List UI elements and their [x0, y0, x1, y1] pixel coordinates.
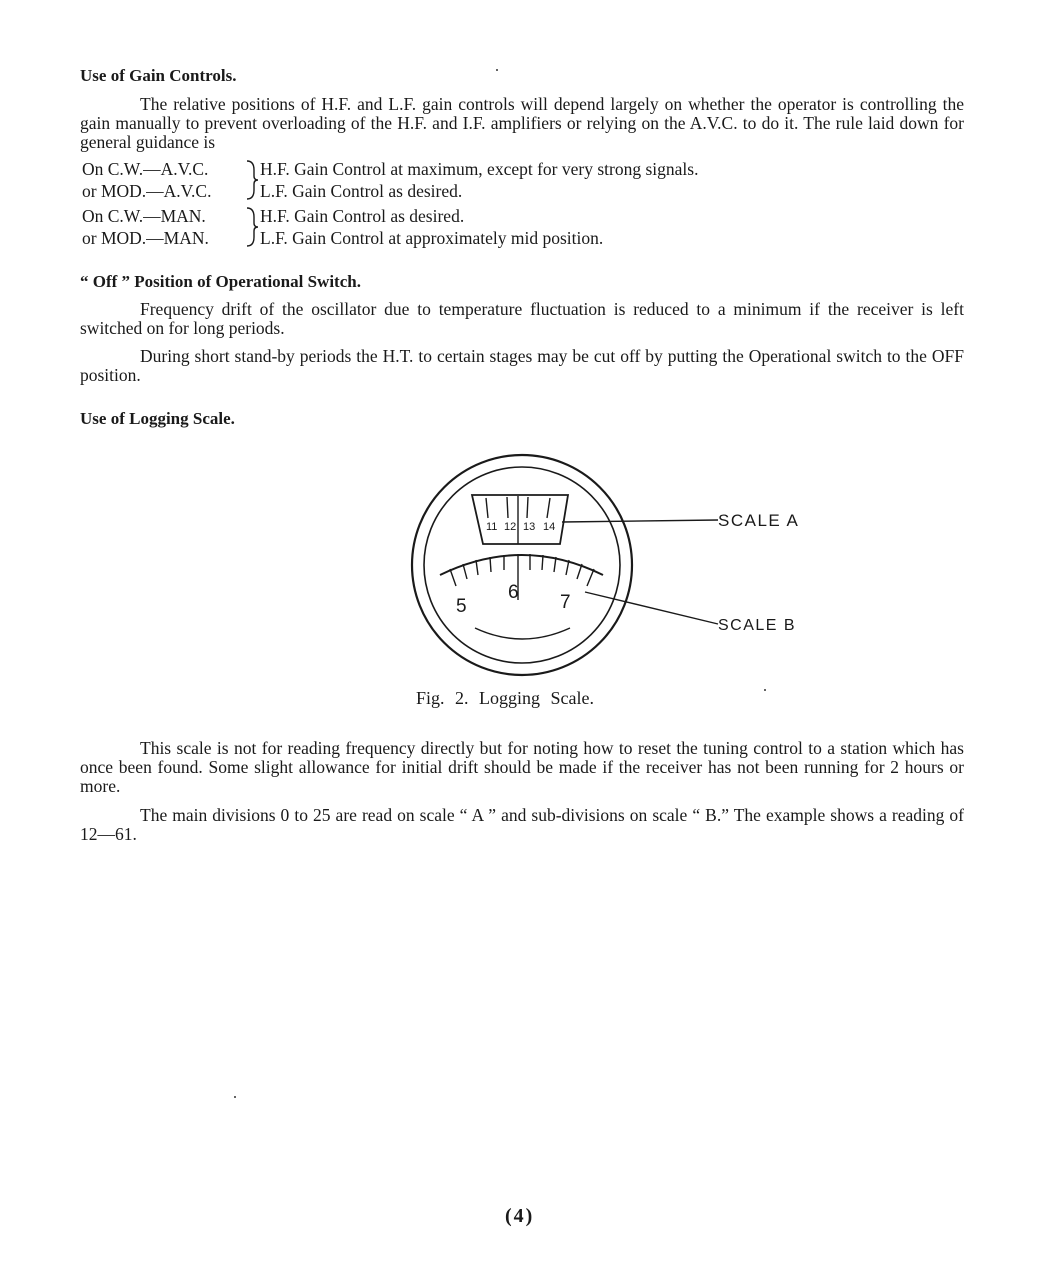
- avc-controls: [260, 158, 698, 202]
- man-guidance: [82, 205, 603, 249]
- scale-b-leader: [585, 592, 718, 624]
- scale-a-label: SCALE A: [718, 511, 800, 530]
- avc-mode-mod: or MOD.—A.V.C.: [82, 181, 212, 201]
- scale-b-label: SCALE B: [718, 617, 797, 634]
- off-position-paragraph-2: During short stand-by periods the H.T. to certain stages may be cut off by putting the Operational switch to the OFF position.: [80, 346, 964, 385]
- man-hf-control: H.F. Gain Control as desired.: [260, 206, 465, 226]
- avc-guidance: [82, 158, 698, 202]
- page-number: (4): [505, 1205, 535, 1227]
- avc-brace: [245, 158, 259, 202]
- off-position-paragraph-1: Frequency drift of the oscillator due to temperature fluctuation is reduced to a minimum if the receiver is left switched on for long periods.: [80, 299, 964, 338]
- print-speck: [234, 1096, 236, 1098]
- dial-bottom-arc: [475, 628, 570, 639]
- scale-a-number-13: 13: [523, 521, 536, 533]
- scale-a-leader: [562, 520, 718, 522]
- avc-modes: [82, 158, 260, 202]
- scale-b-numbers: [456, 582, 571, 617]
- scale-b-number-6: 6: [508, 582, 519, 603]
- avc-hf-control: H.F. Gain Control at maximum, except for very strong signals.: [260, 159, 699, 179]
- print-speck: [496, 69, 498, 71]
- scale-a-number-11: 11: [486, 521, 498, 533]
- avc-lf-control: L.F. Gain Control as desired.: [260, 181, 463, 201]
- scale-a-number-14: 14: [543, 521, 556, 533]
- man-modes: [82, 205, 260, 249]
- off-position-heading: “ Off ” Position of Operational Switch.: [80, 272, 361, 291]
- logging-scale-figure: [400, 440, 840, 680]
- scale-b-number-7: 7: [560, 592, 571, 613]
- man-brace: [245, 205, 259, 249]
- dial-outer-ring: [412, 455, 632, 675]
- gain-controls-paragraph: The relative positions of H.F. and L.F. gain controls will depend largely on whether the operator is controlling the gain manually to prevent overloading of the H.F. and I.F. amplifiers or relying on the A.V.C. to do it. The rule laid down for general guidance is: [80, 94, 964, 152]
- logging-scale-heading: Use of Logging Scale.: [80, 409, 235, 428]
- logging-scale-diagram: [400, 440, 840, 680]
- dial-inner-ring: [424, 467, 620, 663]
- scale-b-ticks: [450, 554, 594, 600]
- scale-b-number-5: 5: [456, 596, 467, 617]
- logging-scale-paragraph-1: This scale is not for reading frequency directly but for noting how to reset the tuning control to a station which has once been found. Some slight allowance for initial drift should be made if the receiver has not been running for 2 hours or more.: [80, 738, 964, 796]
- scale-a-numbers: [486, 521, 555, 533]
- logging-scale-paragraph-2: The main divisions 0 to 25 are read on scale “ A ” and sub-divisions on scale “ B.” The example shows a reading of 12—61.: [80, 805, 964, 844]
- scale-a-number-12: 12: [504, 521, 517, 533]
- man-mode-cw: On C.W.—MAN.: [82, 206, 206, 226]
- avc-mode-cw: On C.W.—A.V.C.: [82, 159, 209, 179]
- print-speck: [764, 689, 766, 691]
- gain-controls-heading: Use of Gain Controls.: [80, 66, 237, 85]
- man-controls: [260, 205, 603, 249]
- man-lf-control: L.F. Gain Control at approximately mid position.: [260, 228, 604, 248]
- figure-caption: Fig. 2. Logging Scale.: [416, 688, 594, 708]
- man-mode-mod: or MOD.—MAN.: [82, 228, 209, 248]
- scale-a-ticks: [486, 496, 550, 544]
